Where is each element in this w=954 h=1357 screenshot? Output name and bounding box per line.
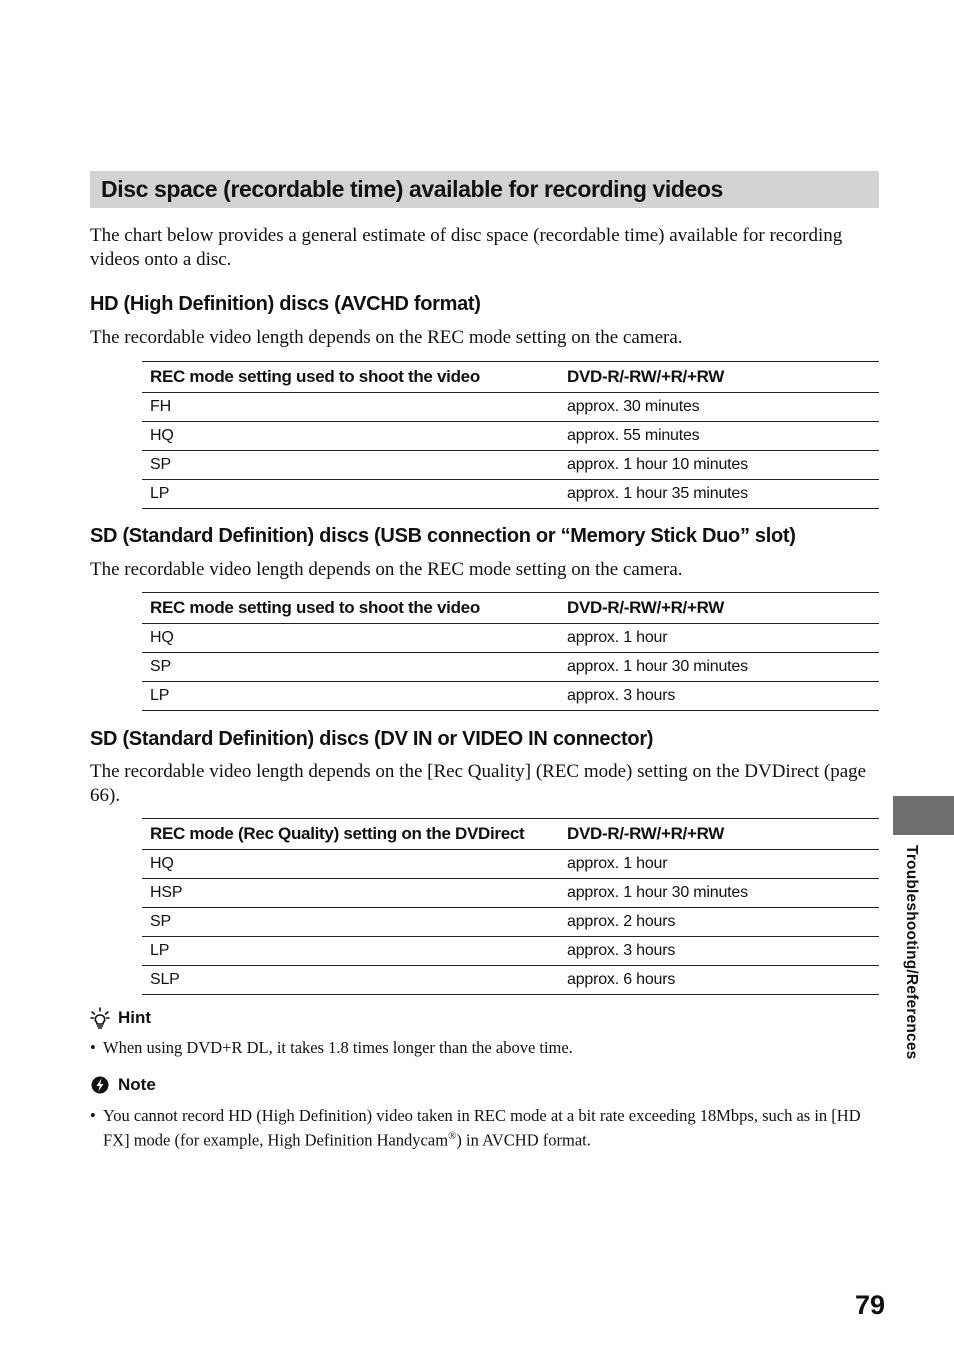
- column-header-rec-mode: REC mode setting used to shoot the video: [142, 593, 559, 624]
- note-bullet-item: [90, 1105, 879, 1151]
- bullet-dot: •: [90, 1106, 96, 1125]
- rec-mode-cell: SLP: [142, 966, 559, 995]
- rec-mode-cell: HQ: [142, 850, 559, 879]
- column-header-disc-type: DVD-R/-RW/+R/+RW: [559, 819, 879, 850]
- note-label: Note: [118, 1075, 156, 1094]
- recordable-time-cell: approx. 1 hour 35 minutes: [559, 480, 879, 509]
- page-title: Disc space (recordable time) available for recording videos: [90, 171, 879, 208]
- recordable-time-cell: approx. 30 minutes: [559, 393, 879, 422]
- note-label-row: [90, 1075, 156, 1095]
- section-heading-sd-usb: SD (Standard Definition) discs (USB connection or “Memory Stick Duo” slot): [90, 525, 796, 547]
- hint-text: When using DVD+R DL, it takes 1.8 times longer than the above time.: [103, 1038, 573, 1057]
- hint-bullet-item: [90, 1037, 879, 1058]
- table-header-row: [142, 362, 879, 393]
- table-row: [142, 966, 879, 995]
- table-row: [142, 393, 879, 422]
- note-text: You cannot record HD (High Definition) video taken in REC mode at a bit rate exceeding 18Mbps, such as in [HD FX] mode (for example, High Definition Handycam: [103, 1106, 861, 1150]
- registered-mark: ®: [448, 1130, 457, 1142]
- rec-mode-cell: SP: [142, 451, 559, 480]
- hint-label-row: [90, 1007, 151, 1029]
- rec-mode-cell: LP: [142, 682, 559, 711]
- column-header-disc-type: DVD-R/-RW/+R/+RW: [559, 362, 879, 393]
- section-heading-hd: HD (High Definition) discs (AVCHD format): [90, 293, 481, 315]
- section-description-hd: The recordable video length depends on the REC mode setting on the camera.: [90, 327, 683, 348]
- recordable-time-cell: approx. 2 hours: [559, 908, 879, 937]
- chapter-side-label: Troubleshooting/References: [903, 845, 920, 1060]
- chapter-tab-marker: [893, 796, 954, 835]
- recordable-time-cell: approx. 6 hours: [559, 966, 879, 995]
- recordable-time-cell: approx. 3 hours: [559, 682, 879, 711]
- table-row: [142, 422, 879, 451]
- recordable-time-cell: approx. 1 hour 10 minutes: [559, 451, 879, 480]
- recordable-time-cell: approx. 55 minutes: [559, 422, 879, 451]
- page-number: 79: [854, 1290, 885, 1320]
- section-description-sd-dv: The recordable video length depends on the [Rec Quality] (REC mode) setting on the DVDirect (page 66).: [90, 761, 867, 806]
- table-header-row: [142, 593, 879, 624]
- column-header-rec-mode: REC mode setting used to shoot the video: [142, 362, 559, 393]
- bullet-dot: •: [90, 1038, 96, 1057]
- rec-mode-cell: FH: [142, 393, 559, 422]
- section-heading-sd-dv: SD (Standard Definition) discs (DV IN or VIDEO IN connector): [90, 728, 654, 750]
- rec-mode-cell: SP: [142, 653, 559, 682]
- table-row: [142, 879, 879, 908]
- recordable-time-cell: approx. 1 hour 30 minutes: [559, 879, 879, 908]
- table-row: [142, 850, 879, 879]
- hint-label: Hint: [118, 1008, 152, 1027]
- recording-time-table-sd-dv: [142, 818, 879, 995]
- rec-mode-cell: HQ: [142, 624, 559, 653]
- section-description-sd-usb: The recordable video length depends on the REC mode setting on the camera.: [90, 559, 683, 580]
- table-row: [142, 451, 879, 480]
- rec-mode-cell: SP: [142, 908, 559, 937]
- rec-mode-cell: LP: [142, 937, 559, 966]
- recordable-time-cell: approx. 3 hours: [559, 937, 879, 966]
- recordable-time-cell: approx. 1 hour: [559, 624, 879, 653]
- table-header-row: [142, 819, 879, 850]
- recordable-time-cell: approx. 1 hour: [559, 850, 879, 879]
- table-row: [142, 682, 879, 711]
- rec-mode-cell: HSP: [142, 879, 559, 908]
- intro-paragraph: The chart below provides a general estimate of disc space (recordable time) available for recording videos onto a disc.: [90, 225, 843, 270]
- recording-time-table-hd: [142, 361, 879, 509]
- note-icon: [90, 1075, 110, 1095]
- column-header-disc-type: DVD-R/-RW/+R/+RW: [559, 593, 879, 624]
- table-row: [142, 653, 879, 682]
- table-row: [142, 624, 879, 653]
- rec-mode-cell: HQ: [142, 422, 559, 451]
- table-row: [142, 480, 879, 509]
- recordable-time-cell: approx. 1 hour 30 minutes: [559, 653, 879, 682]
- rec-mode-cell: LP: [142, 480, 559, 509]
- note-text-end: ) in AVCHD format.: [456, 1130, 591, 1150]
- recording-time-table-sd-usb: [142, 592, 879, 711]
- lightbulb-icon: [90, 1007, 110, 1029]
- table-row: [142, 908, 879, 937]
- table-row: [142, 937, 879, 966]
- column-header-rec-mode: REC mode (Rec Quality) setting on the DVDirect: [142, 819, 559, 850]
